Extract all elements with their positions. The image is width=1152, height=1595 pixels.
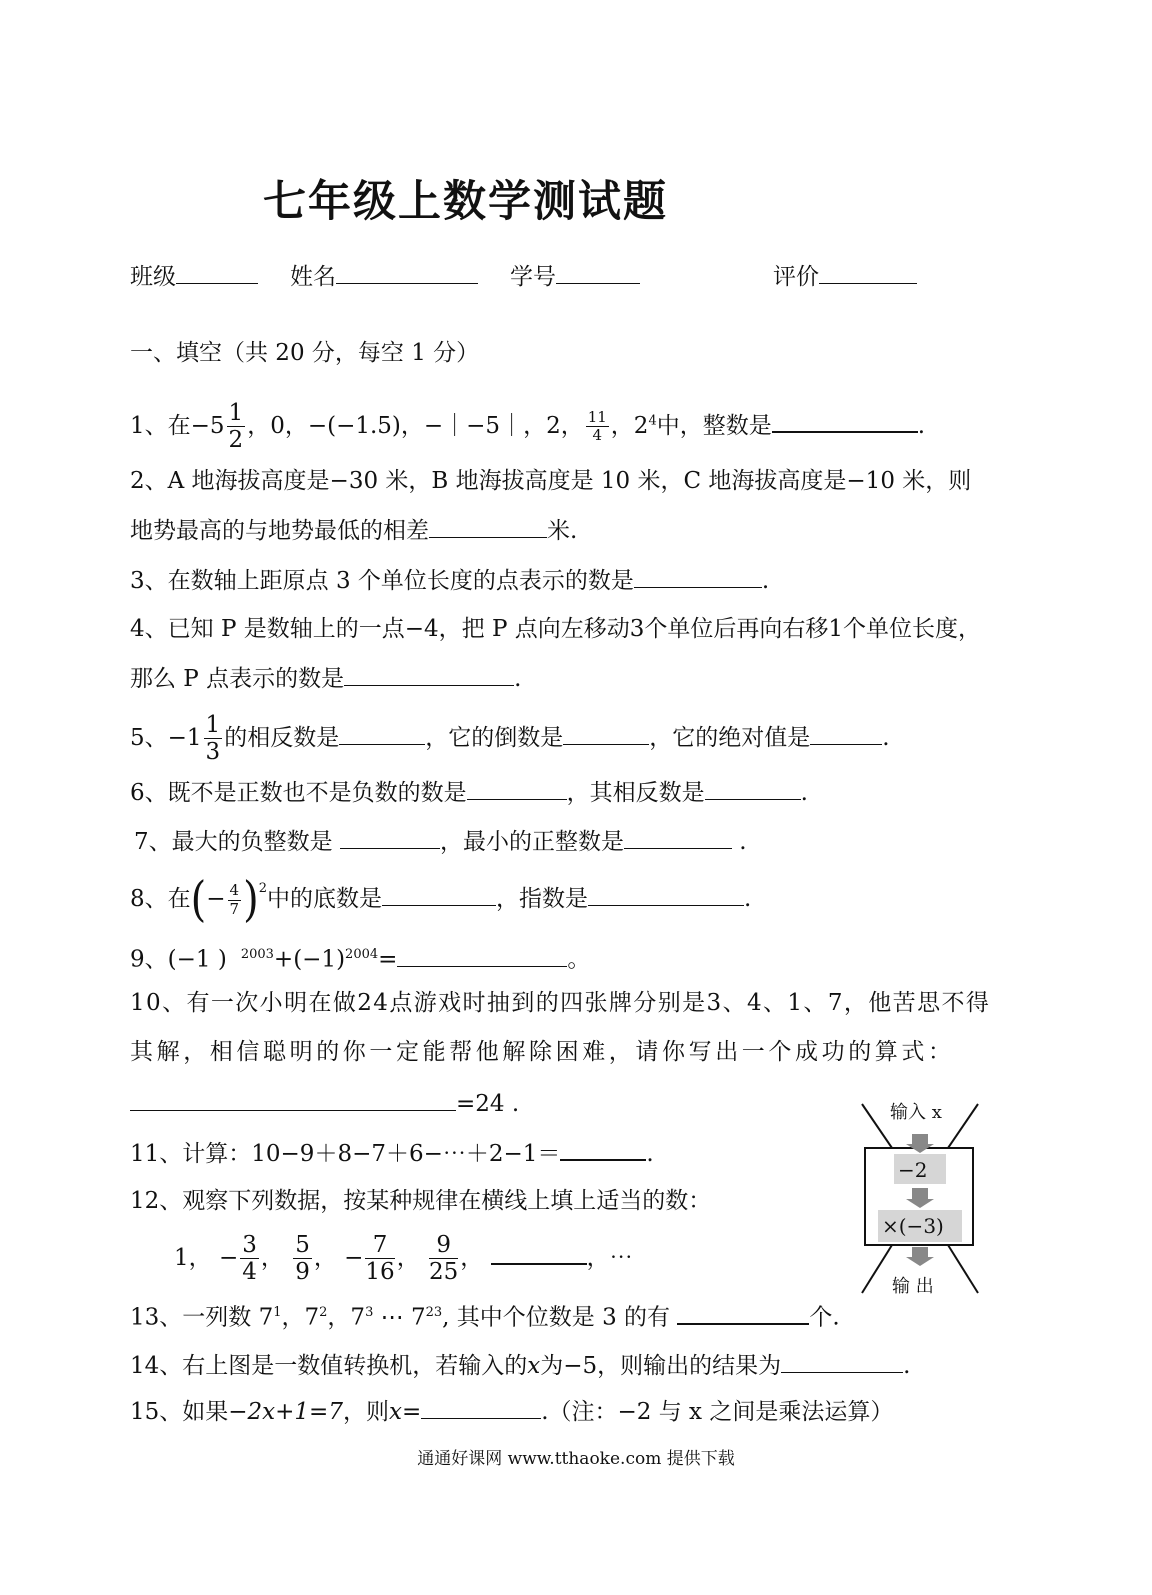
answer-blank-1[interactable] [772,409,918,433]
name-label: 姓名 [290,264,336,290]
class-label: 班级 [130,264,176,290]
page-title: 七年级上数学测试题 [263,177,668,227]
diagram-step-minus-2: −2 [898,1158,928,1182]
question-14: 14、右上图是一数值转换机，若输入的x为−5，则输出的结果为 . [130,1350,910,1381]
answer-blank-10[interactable] [130,1088,456,1111]
diagram-input-label: 输入 x [890,1102,942,1123]
question-4-line-1: 4、已知 P 是数轴上的一点−4，把 P 点向左移动3个单位后再向右移1个单位长度， [130,616,981,642]
question-13: 13、一列数 $7^1$，$7^2$，$7^3$ ⋯ $7^{23}$, 其中个位数是 3 的有 个. [130,1298,840,1333]
question-2-line-1: 2、A 地海拔高度是−30 米，B 地海拔高度是 10 米，C 地海拔高度是−10 米，则 [130,468,972,494]
answer-blank-12[interactable] [491,1241,587,1265]
answer-blank-7b[interactable] [624,826,732,849]
footer-source: 通通好课网 www.tthaoke.com 提供下载 [417,1449,735,1469]
answer-blank-6b[interactable] [705,777,801,800]
evaluation-field[interactable] [773,258,917,291]
question-11: 11、计算：10−9＋8−7＋6−⋯＋2−1＝ . [130,1137,654,1169]
question-2-line-2: 地势最高的与地势最低的相差 米. [130,515,577,546]
question-5: 5、−1 $\frac{1}{3}$ 的相反数是 ，它的倒数是 ，它的绝对值是 . [130,712,890,766]
question-4-line-2: 那么 P 点表示的数是 . [130,663,521,694]
conversion-machine-diagram [860,1096,980,1306]
question-10-line-2: 其解，相信聪明的你一定能帮他解除困难，请你写出一个成功的算式： [130,1039,955,1065]
question-8: 8、在(− $\frac{4}{7}$ )$^2$中的底数是 ，指数是 . [130,872,752,928]
question-9: 9、(−1 ) $^{2003}+(-1)^{2004}=$ 。 [130,940,590,975]
answer-blank-2[interactable] [429,515,547,538]
answer-blank-13[interactable] [677,1301,809,1325]
answer-blank-3[interactable] [634,565,762,588]
question-15: 15、如果−2x+1=7，则x= .（注：−2 与 x 之间是乘法运算） [130,1396,893,1427]
section-heading: 一、填空（共 20 分，每空 1 分） [130,340,480,366]
class-field[interactable] [130,258,258,291]
question-6: 6、既不是正数也不是负数的数是 ，其相反数是 . [130,777,808,808]
question-12-sequence: 1， − $\frac{3}{4}$ ， $\frac{5}{9}$ ， − $\frac{7}{16}$ ， $\frac{9}{25}$ ， ，⋯ [174,1232,633,1286]
question-10-line-3: =24 . [130,1088,519,1119]
answer-blank-15[interactable] [421,1396,541,1419]
answer-blank-14[interactable] [781,1350,903,1373]
evaluation-label: 评价 [773,264,819,290]
answer-blank-11[interactable] [560,1137,646,1161]
question-12-line-1: 12、观察下列数据，按某种规律在横线上填上适当的数： [130,1188,712,1214]
answer-blank-8b[interactable] [588,883,744,906]
name-field[interactable] [290,258,478,291]
answer-blank-9[interactable] [397,944,567,967]
student-id-field[interactable] [510,258,640,291]
diagram-step-times-neg3: ×(−3) [882,1214,944,1238]
answer-blank-5b[interactable] [563,722,649,745]
answer-blank-8a[interactable] [382,883,496,906]
answer-blank-5c[interactable] [810,722,882,745]
answer-blank-7a[interactable] [340,826,440,849]
question-10-line-1: 10、有一次小明在做24点游戏时抽到的四张牌分别是3、4、1、7，他苦思不得 [130,990,991,1016]
answer-blank-4[interactable] [344,663,514,686]
question-7: 7、最大的负整数是 ，最小的正整数是 . [134,826,747,857]
question-3: 3、在数轴上距原点 3 个单位长度的点表示的数是 . [130,565,769,596]
diagram-output-label: 输 出 [892,1276,934,1297]
question-1: 1、在−5 $\frac{1}{2}$ ，0，−(−1.5)，−｜−5｜，2， $\frac{11}{4}$ ，$2^4$中，整数是 . [130,400,926,454]
student-id-label: 学号 [510,264,556,290]
answer-blank-6a[interactable] [467,777,567,800]
answer-blank-5a[interactable] [339,722,425,745]
